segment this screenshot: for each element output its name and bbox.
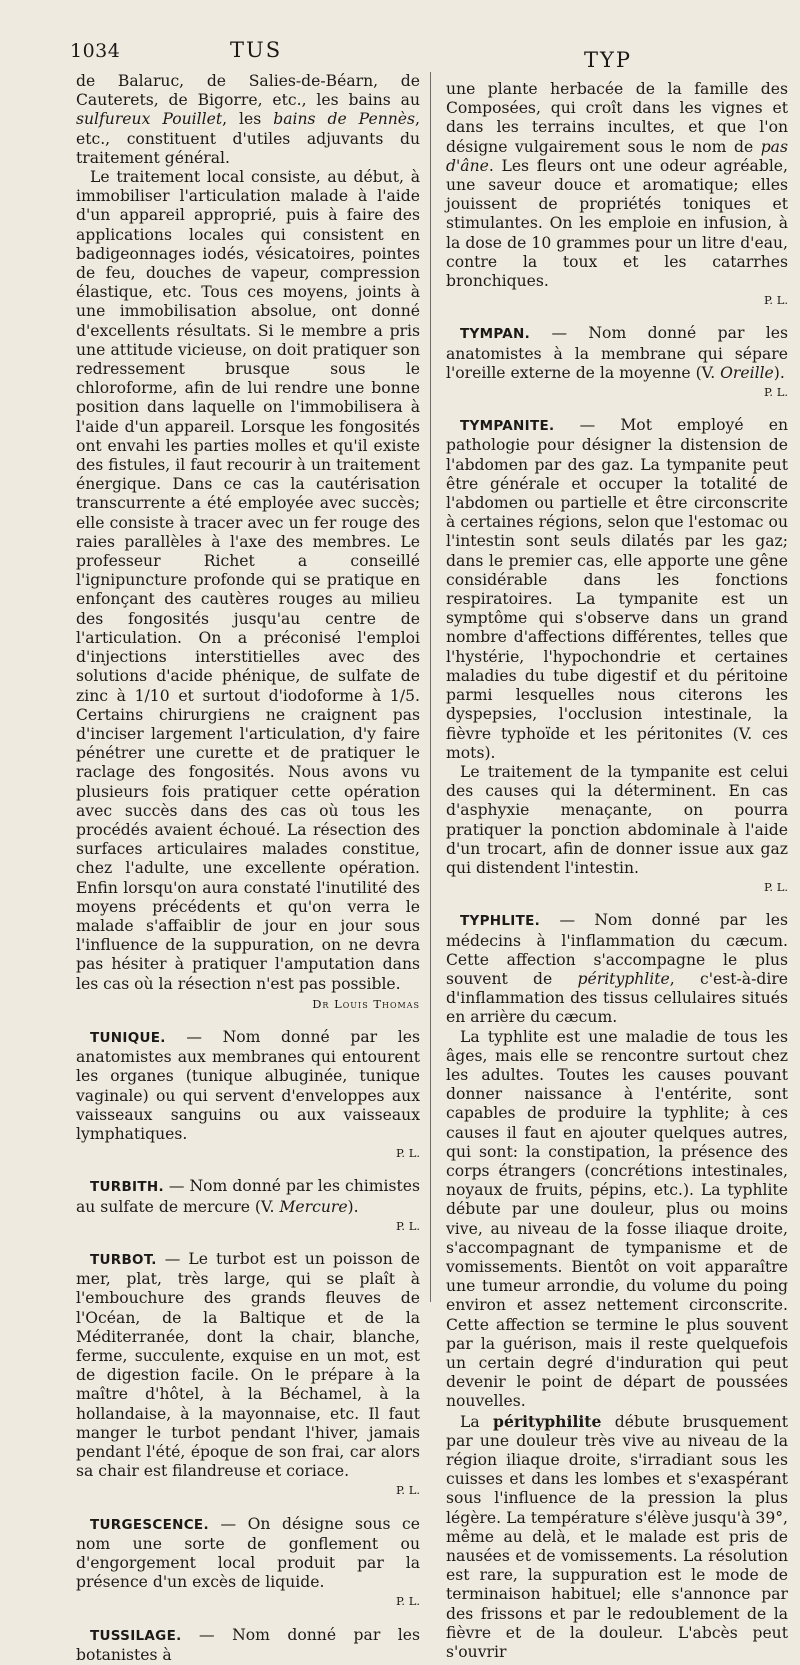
entry-tussilage [76,1626,420,1665]
entry-headword: TYPHLITE. [460,913,541,930]
entry-headword: TYMPAN. [460,326,531,343]
italic-text: pas d'âne [446,137,788,175]
paragraph-bains [76,72,420,168]
entry-paragraph: La typhlite est une maladie de tous les âges, mais elle se rencontre surtout chez les adultes. Toutes les causes pouvant donner naissance à l'entérite, sont capables de produire la typhlite; à ces causes il faut en ajouter quelques autres, qui sont: la constipation, la présence des corps étrangers (concrétions intestinales, noyaux de fruits, pépins, etc.). La typhlite débute par une douleur, plus ou moins vive, au niveau de la fosse iliaque droite, s'accompagnant de tympanisme et de vomissements. Bientôt on voit apparaître une tumeur arrondie, du volume du poing environ et assez nettement circonscrite. Cette affection se termine le plus souvent par la guérison, mais il reste quelquefois un certain degré d'induration qui peut devenir le point de départ de poussées nouvelles. [446,1027,788,1411]
text: , les [222,110,274,129]
text: , etc., constituent d'utiles adjuvants du traitement général. [76,110,420,167]
right-column [446,80,788,1662]
entry-signature: P. L. [763,385,788,400]
entry-text: . Les fleurs ont une odeur agréable, une saveur douce et aromatique; elles jouissent de propriétés toniques et stimulantes. On les emploie en infusion, à la dose de 10 grammes pour un litre d'eau, contre la toux et les catarrhes bronchiques. [446,156,788,291]
entry-text: — On désigne sous ce nom une sorte de gonflement ou d'engorgement local produit par la présence d'un excès de liquide. [76,1514,420,1592]
entry-typhlite [446,911,788,1662]
entry-tympan [446,324,788,402]
entry-text: ). [773,363,785,382]
running-head-left: TUS [230,38,283,62]
italic-text: pérityphlite [577,969,670,988]
entry-text: La [460,1412,494,1431]
entry-text: — Nom donné par les anatomistes à la membrane qui sépare l'oreille externe de la moyenne (V. [446,324,788,382]
entry-text: une plante herbacée de la famille des Composées, qui croît dans les vignes et dans les terrains incultes, et que l'on désigne vulgairement sous le nom de [446,80,788,156]
entry-tympanite [446,416,788,897]
italic-text: Oreille [720,363,774,382]
author-signature [76,995,420,1014]
entry-headword: TUNIQUE. [90,1029,166,1046]
entry-text: — Nom donné par les chimistes au sulfate de mercure (V. [76,1177,420,1216]
signature-text: Dr Louis Thomas [312,996,420,1011]
entry-signature: P. L. [395,1483,420,1498]
entry-text: — Mot employé en pathologie pour désigner la distension de l'abdomen par des gaz. La tympanite peut être générale et occuper la totalité de l'abdomen ou partielle et être circonscrite à certaines régions, selon que l'estomac ou l'intestin sont seuls dilatés par les gaz; dans le premier cas, elle apporte une gêne considérable dans les fonctions respiratoires. La tympanite est un symptôme qui s'observe dans un grand nombre d'affections différentes, telles que l'hystérie, l'hypochondrie et certaines maladies du tube digestif et du péritoine parmi lesquelles nous citerons les dyspepsies, l'occlusion intestinale, la fièvre typhoïde et les péritonites (V. ces mots). [446,416,788,762]
entry-headword: TURBITH. [90,1179,164,1196]
entry-text: — Nom donné par les botanistes à [76,1625,420,1664]
entry-headword: TYMPANITE. [460,418,555,435]
left-column [76,72,420,1665]
column-divider [430,72,431,1302]
entry-text: ). [347,1197,359,1216]
entry-text: débute brusquement par une douleur très vive au niveau de la région iliaque droite, s'irradiant sous les cuisses et dans les lombes et s'exaspérant sous l'influence de la pression la plus légère. La température s'élève jusqu'à 39°, même au delà, et le malade est pris de nausées et de vomissements. La résolution est rare, la suppuration est le mode de terminaison habituel; elle s'annonce par des frissons et par le redoublement de la fièvre et de la douleur. L'abcès peut s'ouvrir [446,1412,788,1662]
paragraph-traitement-local: Le traitement local consiste, au début, à immobiliser l'articulation malade à l'aide d'un appareil approprié, puis à faire des applications locales qui consistent en badigeonnages iodés, vésicatoires, pointes de feu, douches de vapeur, compression élastique, etc. Tous ces moyens, joints à une immobilisation absolue, ont donné d'excellents résultats. Si le membre a pris une attitude vicieuse, on doit pratiquer son redressement brusque sous le chloroforme, afin de lui rendre une bonne position dans laquelle on l'immobilisera à l'aide d'un appareil. Lorsque les fongosités ont envahi les parties molles et qu'il existe des fistules, il faut recourir à un traitement énergique. Dans ce cas la cautérisation transcurrente a été employée avec succès; elle consiste à tracer avec un fer rouge des raies parallèles à l'axe des membres. Le professeur Richet a conseillé l'ignipuncture profonde qui se pratique en enfonçant des cautères rouges au milieu des fongosités jusqu'au centre de l'articulation. On a préconisé l'emploi d'injections interstitielles avec des solutions d'acide phénique, de sulfate de zinc à 1/10 et surtout d'iodoforme à 1/5. Certains chirurgiens ne craignent pas d'inciser largement l'articulation, d'y faire pénétrer une curette et de pratiquer le raclage des fongosités. Nous avons vu plusieurs fois pratiquer cette opération avec succès dans des cas où tous les procédés avaient échoué. La résection des surfaces articulaires malades constitue, chez l'adulte, une excellente opération. Enfin lorsqu'on aura constaté l'inutilité des moyens précédents et qu'on verra le malade s'affaiblir de jour en jour sous l'influence de la suppuration, on ne devra pas hésiter à pratiquer l'amputation dans les cas où la résection n'est pas possible. [76,168,420,993]
entry-text: , c'est-à-dire d'inflammation des tissus cellulaires situés en arrière du cæcum. [446,969,788,1027]
entry-headword: TUSSILAGE. [90,1627,182,1644]
page-header [70,30,782,70]
entry-turgescence [76,1515,420,1612]
entry-paragraph: Le traitement de la tympanite est celui des causes qui la déterminent. En cas d'asphyxie menaçante, on pourra pratiquer la ponction abdominale à l'aide d'un trocart, afin de donner issue aux gaz qui distendent l'intestin. [446,762,788,877]
entry-signature: P. L. [395,1594,420,1609]
italic-text: bains de Pennès [273,110,416,129]
italic-text: sulfureux Pouillet [76,110,223,129]
entry-signature: P. L. [763,880,788,895]
bold-term: pérityphilite [493,1411,602,1431]
entry-turbith [76,1177,420,1236]
entry-text: — Nom donné par les médecins à l'inflammation du cæcum. Cette affection s'accompagne le plus souvent de [446,911,788,988]
italic-text: Mercure [279,1197,348,1216]
entry-signature: P. L. [395,1218,420,1233]
entry-turbot [76,1250,420,1501]
entry-signature: P. L. [395,1146,420,1161]
entry-signature: P. L. [763,293,788,308]
entry-headword: TURBOT. [90,1251,157,1268]
entry-tussilage-continued [446,80,788,310]
entry-text: — Le turbot est un poisson de mer, plat, très large, qui se plaît à l'embouchure des grands fleuves de l'Océan, de la Baltique et de la Méditerranée, dont la chair, blanche, ferme, succulente, exquise en un mot, est de digestion facile. On le prépare à la maître d'hôtel, à la Béchamel, à la hollandaise, à la mayonnaise, etc. Il faut manger le turbot pendant l'hiver, jamais pendant l'été, époque de son frai, car alors sa chair est filandreuse et coriace. [76,1249,420,1481]
entry-text: — Nom donné par les anatomistes aux membranes qui entourent les organes (tunique albuginée, tunique vaginale) ou qui servent d'enveloppes aux vaisseaux sanguins ou aux vaisseaux lymphatiques. [76,1027,420,1143]
entry-tunique [76,1028,420,1163]
entry-headword: TURGESCENCE. [90,1516,209,1533]
entry-paragraph-perityphlite [446,1412,788,1663]
running-head-right: TYP [584,48,632,72]
text: de Balaruc, de Salies-de-Béarn, de Cauterets, de Bigorre, etc., les bains au [76,72,420,110]
page-number: 1034 [70,40,121,62]
